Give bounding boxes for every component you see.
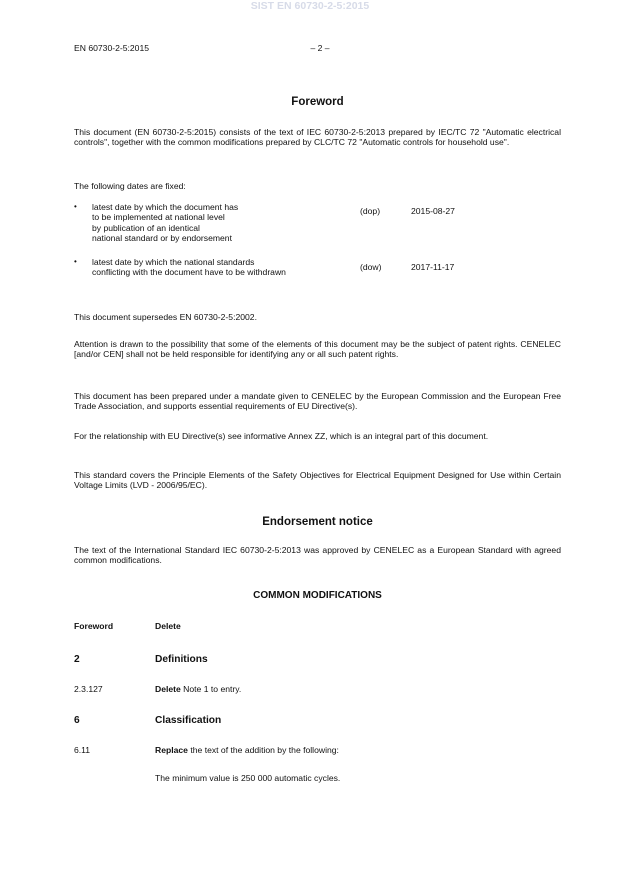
row-num-2-3-127: 2.3.127 <box>74 684 103 694</box>
row-num-2: 2 <box>74 654 80 665</box>
dop-tag: (dop) <box>360 206 381 216</box>
endorsement-title: Endorsement notice <box>262 516 373 528</box>
dow-line-1: latest date by which the national standards <box>92 257 255 267</box>
dop-date: 2015-08-27 <box>411 206 455 216</box>
dop-description <box>92 202 342 244</box>
dow-line-2: conflicting with the document have to be withdrawn <box>92 267 286 278</box>
dop-line-4: national standard or by endorsement <box>92 233 232 244</box>
foreword-title: Foreword <box>291 96 344 108</box>
supersedes-text: This document supersedes EN 60730-2-5:2002. <box>74 312 257 322</box>
row-num-6: 6 <box>74 715 80 726</box>
watermark: SIST EN 60730-2-5:2015 <box>250 0 370 12</box>
row-2-3-127-action: Delete <box>155 684 181 694</box>
relationship-text: For the relationship with EU Directive(s) see informative Annex ZZ, which is an integral part of this document. <box>74 431 489 441</box>
replacement-text: The minimum value is 250 000 automatic cycles. <box>155 773 341 783</box>
attention-text: Attention is drawn to the possibility that some of the elements of this document may be the subject of patent rights. CENELEC [and/or CEN] shall not be held responsible for identifying any or all such patent rights. <box>74 339 561 360</box>
row-6-11-content <box>155 745 339 755</box>
common-modifications-title: COMMON MODIFICATIONS <box>253 590 382 601</box>
dow-description <box>92 257 342 278</box>
header-doc-id: EN 60730-2-5:2015 <box>74 43 150 53</box>
section-definitions: Definitions <box>155 654 208 665</box>
row-num-6-11: 6.11 <box>74 745 91 755</box>
row-2-3-127-content <box>155 684 241 694</box>
row-6-11-text: the text of the addition by the following: <box>187 745 339 755</box>
foreword-intro: This document (EN 60730-2-5:2015) consists of the text of IEC 60730-2-5:2013 prepared by IEC/TC 72 "Automatic electrical controls", together with the common modifications prepared by CLC/TC 72 "Automatic controls for household use". <box>74 127 561 148</box>
row-foreword-content <box>155 621 181 631</box>
row-foreword-action: Delete <box>155 621 181 631</box>
dow-tag: (dow) <box>360 262 382 272</box>
mandate-text: This document has been prepared under a mandate given to CENELEC by the European Commission and the European Free Trade Association, and supports essential requirements of EU Directive(s). <box>74 391 561 412</box>
dop-line-2: to be implemented at national level <box>92 212 225 223</box>
bullet-dop: • <box>74 202 77 211</box>
row-6-11-action: Replace <box>155 745 188 755</box>
dop-line-1: latest date by which the document has <box>92 202 239 212</box>
coverage-text: This standard covers the Principle Elements of the Safety Objectives for Electrical Equipment Designed for Use within Certain Voltage Limits (LVD - 2006/95/EC). <box>74 470 561 491</box>
row-2-3-127-text: Note 1 to entry. <box>180 684 242 694</box>
bullet-dow: • <box>74 257 77 266</box>
row-num-foreword: Foreword <box>74 621 114 631</box>
dop-line-3: by publication of an identical <box>92 222 200 233</box>
endorsement-text: The text of the International Standard IEC 60730-2-5:2013 was approved by CENELEC as a European Standard with agreed common modifications. <box>74 545 561 566</box>
page-number: – 2 – <box>310 43 330 53</box>
dow-date: 2017-11-17 <box>411 262 455 272</box>
dates-intro: The following dates are fixed: <box>74 181 186 191</box>
section-classification: Classification <box>155 715 222 726</box>
